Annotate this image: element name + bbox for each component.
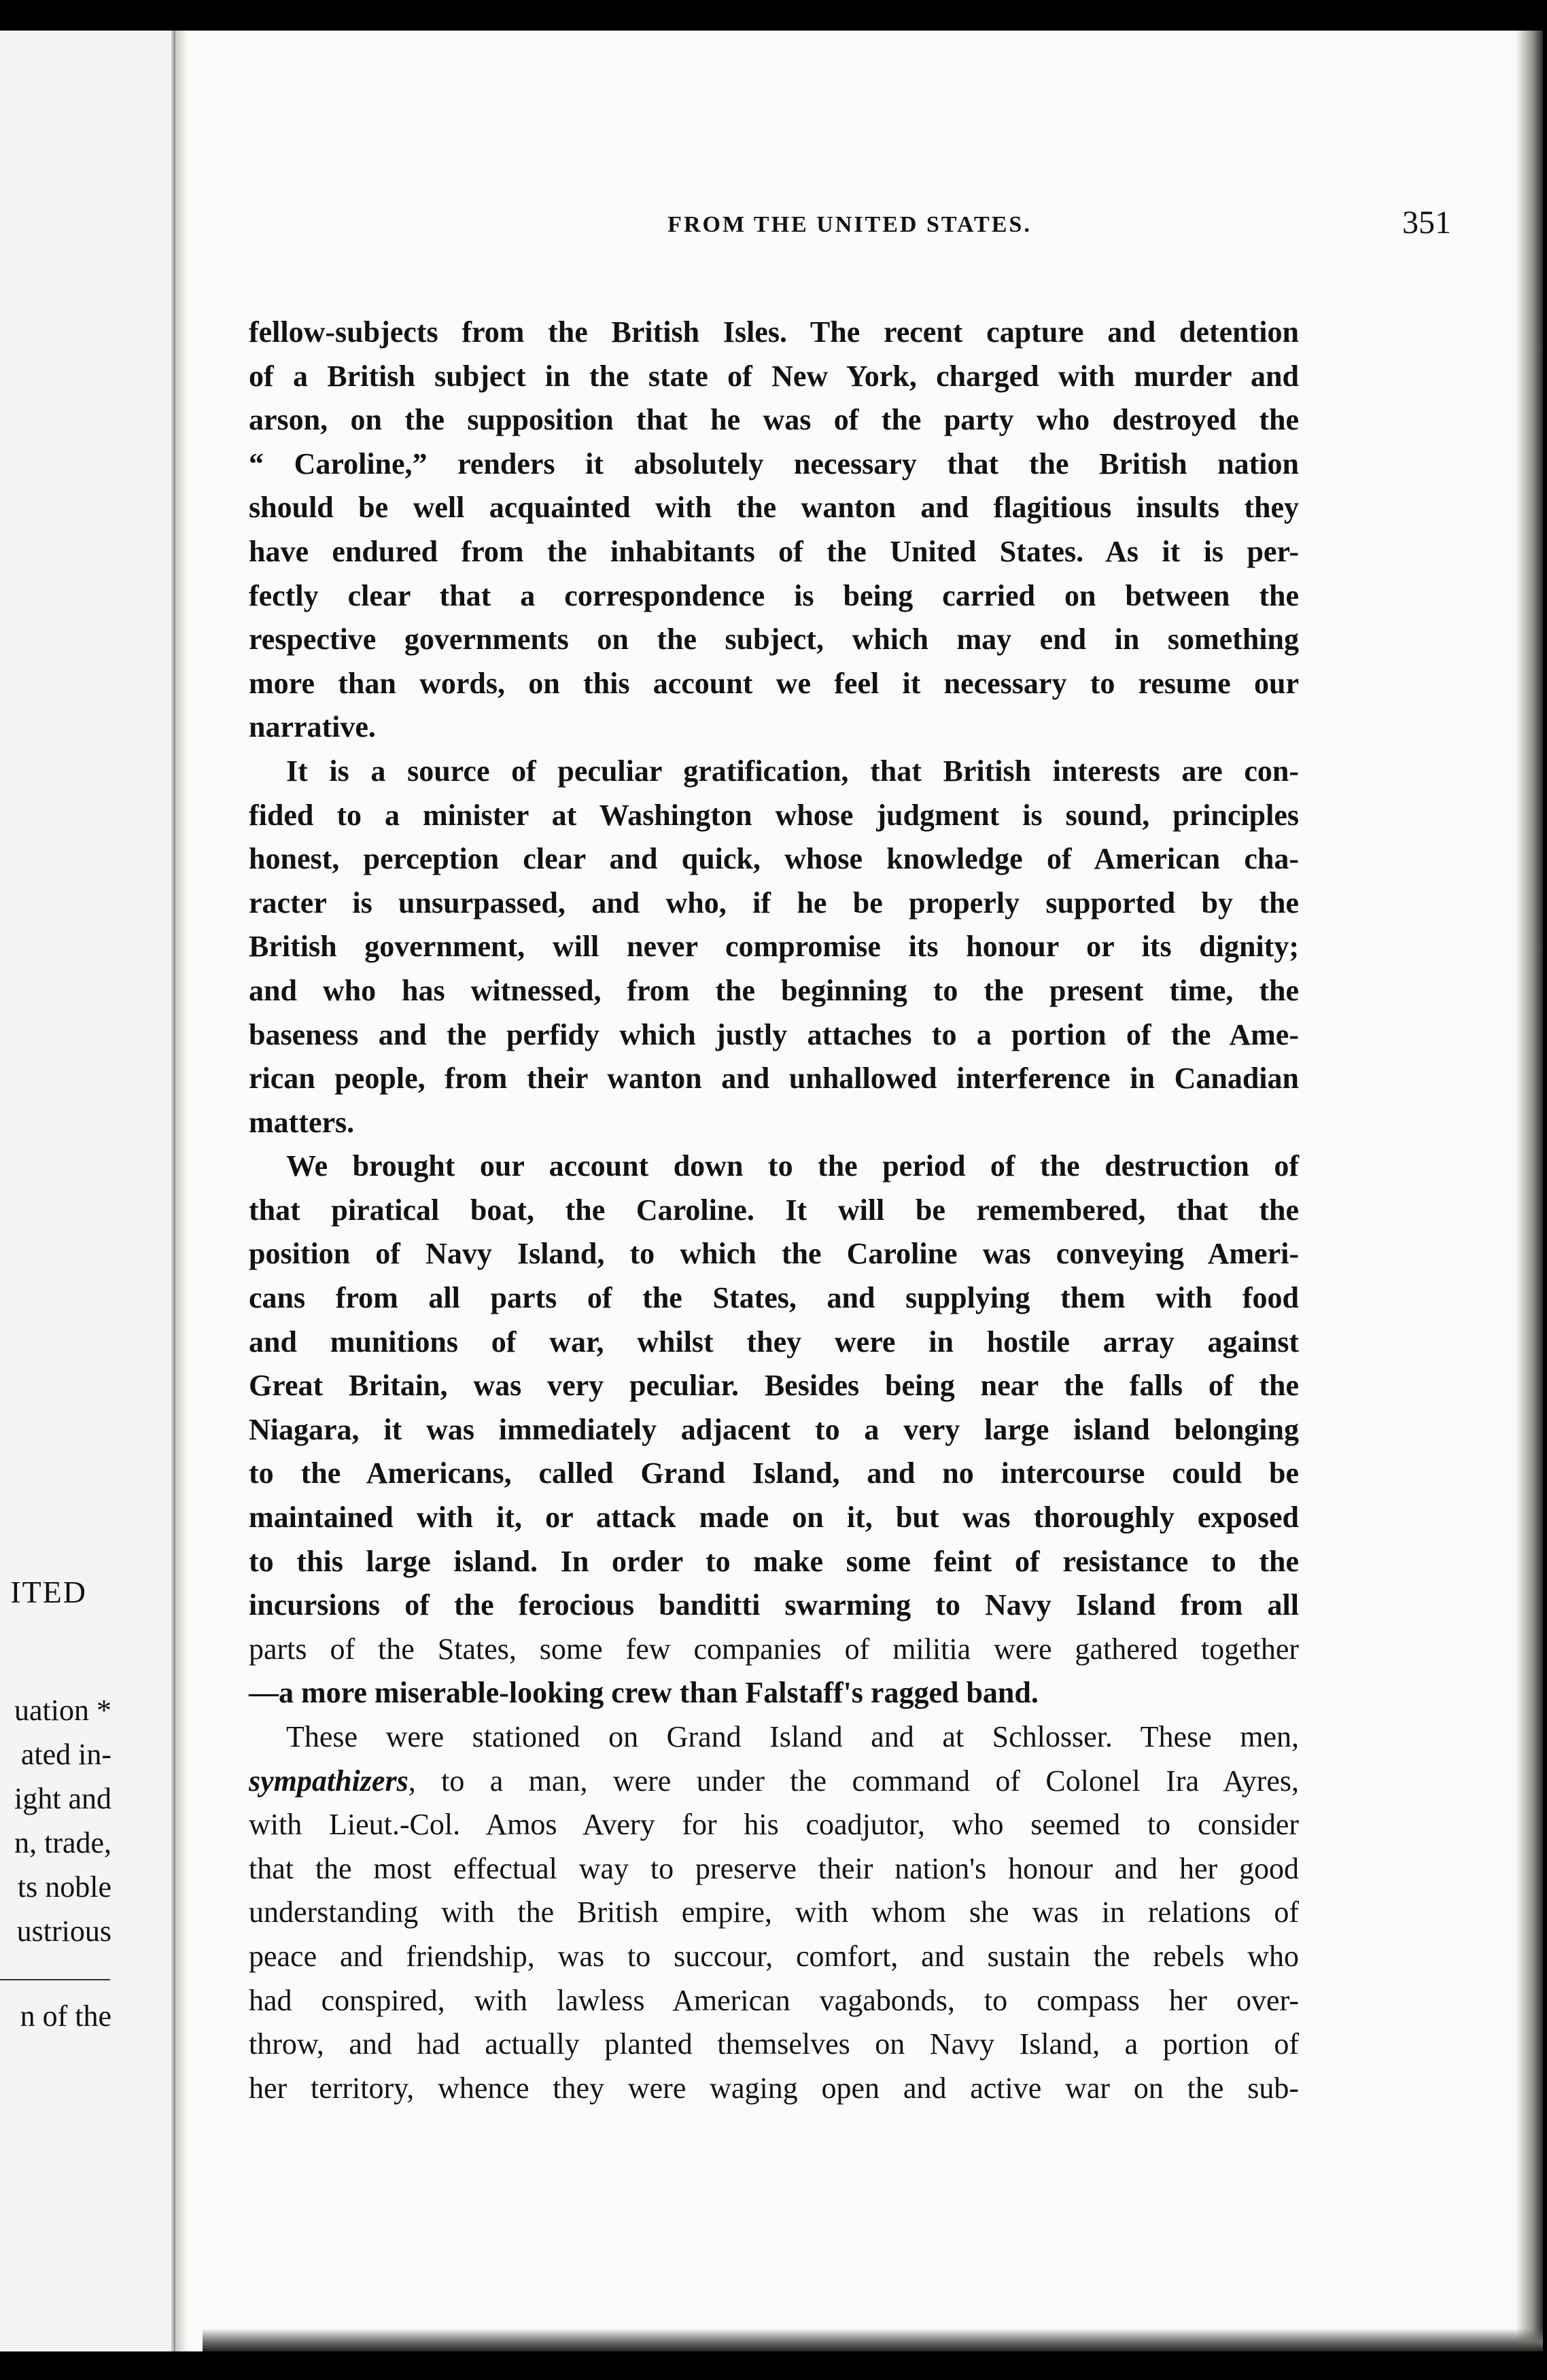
text-line: parts of the States, some few companies of militia were gathered together bbox=[249, 1632, 1299, 1666]
text-line: maintained with it, or attack made on it, but was thoroughly exposed bbox=[249, 1501, 1299, 1535]
text-line: position of Navy Island, to which the Caroline was conveying Ameri- bbox=[249, 1237, 1299, 1271]
text-line: rican people, from their wanton and unhallowed interference in Canadian bbox=[249, 1062, 1299, 1096]
text-line: fellow-subjects from the British Isles. The recent capture and detention bbox=[249, 315, 1299, 349]
page-edge-right bbox=[1516, 31, 1543, 2351]
previous-page-fragment: n, trade, bbox=[14, 1826, 111, 1859]
text-line: had conspired, with lawless American vagabonds, to compass her over- bbox=[249, 1983, 1299, 2017]
text-line: of a British subject in the state of New York, charged with murder and bbox=[249, 359, 1299, 393]
page-number: 351 bbox=[1402, 205, 1451, 241]
text-line bbox=[249, 1760, 1299, 1804]
text-line: fided to a minister at Washington whose judgment is sound, principles bbox=[249, 798, 1299, 832]
running-head bbox=[238, 204, 1461, 251]
text-line: her territory, whence they were waging open and active war on the sub- bbox=[249, 2071, 1299, 2105]
body-text bbox=[249, 311, 1299, 2110]
previous-page-fragment: ated in- bbox=[20, 1738, 111, 1771]
text-line: understanding with the British empire, with whom she was in relations of bbox=[249, 1895, 1299, 1929]
text-line: to this large island. In order to make some feint of resistance to the bbox=[249, 1544, 1299, 1578]
text-line: honest, perception clear and quick, whose knowledge of American cha- bbox=[249, 842, 1299, 876]
text-line: with Lieut.-Col. Amos Avery for his coadjutor, who seemed to consider bbox=[249, 1808, 1299, 1842]
text-line: throw, and had actually planted themselves on Navy Island, a portion of bbox=[249, 2027, 1299, 2061]
previous-page-fragment: ustrious bbox=[16, 1914, 111, 1948]
text-line: arson, on the supposition that he was of the party who destroyed the bbox=[249, 403, 1299, 437]
page-edge-bottom bbox=[203, 2328, 1543, 2351]
text-line: that piratical boat, the Caroline. It will be remembered, that the bbox=[249, 1193, 1299, 1227]
previous-page-fragment: n of the bbox=[20, 1999, 111, 2033]
text-line: fectly clear that a correspondence is being carried on between the bbox=[249, 578, 1299, 612]
running-title: FROM THE UNITED STATES. bbox=[667, 212, 1032, 237]
text-line: “ Caroline,” renders it absolutely necessary that the British nation bbox=[249, 447, 1299, 480]
text-line: Great Britain, was very peculiar. Besides being near the falls of the bbox=[249, 1369, 1299, 1403]
text-line: cans from all parts of the States, and supplying them with food bbox=[249, 1281, 1299, 1315]
text-line: narrative. bbox=[249, 710, 376, 744]
text-line: British government, will never compromise its honour or its dignity; bbox=[249, 930, 1299, 964]
text-line: racter is unsurpassed, and who, if he be properly supported by the bbox=[249, 886, 1299, 920]
text-line: baseness and the perfidy which justly attaches to a portion of the Ame- bbox=[249, 1017, 1299, 1051]
book-page bbox=[175, 31, 1543, 2351]
previous-page-fragment: ight and bbox=[14, 1782, 111, 1815]
text-line: matters. bbox=[249, 1105, 355, 1139]
italic-emphasis: sympathizers bbox=[249, 1764, 409, 1798]
text-line: peace and friendship, was to succour, comfort, and sustain the rebels who bbox=[249, 1939, 1299, 1973]
text-line: to the Americans, called Grand Island, and no intercourse could be bbox=[249, 1456, 1299, 1490]
previous-page-edge bbox=[0, 31, 175, 2351]
text-line-rest: , to a man, were under the command of Colonel Ira Ayres, bbox=[408, 1764, 1299, 1798]
text-line: and munitions of war, whilst they were in hostile array against bbox=[249, 1325, 1299, 1359]
text-line: should be well acquainted with the wanton and flagitious insults they bbox=[249, 491, 1299, 525]
previous-page-fragment: ts noble bbox=[17, 1870, 111, 1904]
text-line: It is a source of peculiar gratification, that British interests are con- bbox=[286, 754, 1299, 788]
text-line: These were stationed on Grand Island and at Schlosser. These men, bbox=[286, 1720, 1299, 1753]
text-line: have endured from the inhabitants of the United States. As it is per- bbox=[249, 534, 1299, 568]
previous-page-fragment: uation * bbox=[14, 1694, 111, 1727]
text-line: Niagara, it was immediately adjacent to a very large island belonging bbox=[249, 1412, 1299, 1446]
text-line: We brought our account down to the period of the destruction of bbox=[286, 1149, 1299, 1183]
text-line: respective governments on the subject, which may end in something bbox=[249, 623, 1299, 657]
text-line: more than words, on this account we feel it necessary to resume our bbox=[249, 666, 1299, 700]
text-line: incursions of the ferocious banditti swarming to Navy Island from all bbox=[249, 1588, 1299, 1622]
text-line: that the most effectual way to preserve their nation's honour and her good bbox=[249, 1851, 1299, 1885]
gutter-shadow bbox=[175, 31, 188, 2351]
footnote-rule bbox=[0, 1979, 110, 1980]
text-line: and who has witnessed, from the beginning to the present time, the bbox=[249, 973, 1299, 1007]
text-line: —a more miserable-looking crew than Falstaff's ragged band. bbox=[249, 1676, 1039, 1710]
previous-page-fragment: ITED bbox=[10, 1575, 87, 1609]
